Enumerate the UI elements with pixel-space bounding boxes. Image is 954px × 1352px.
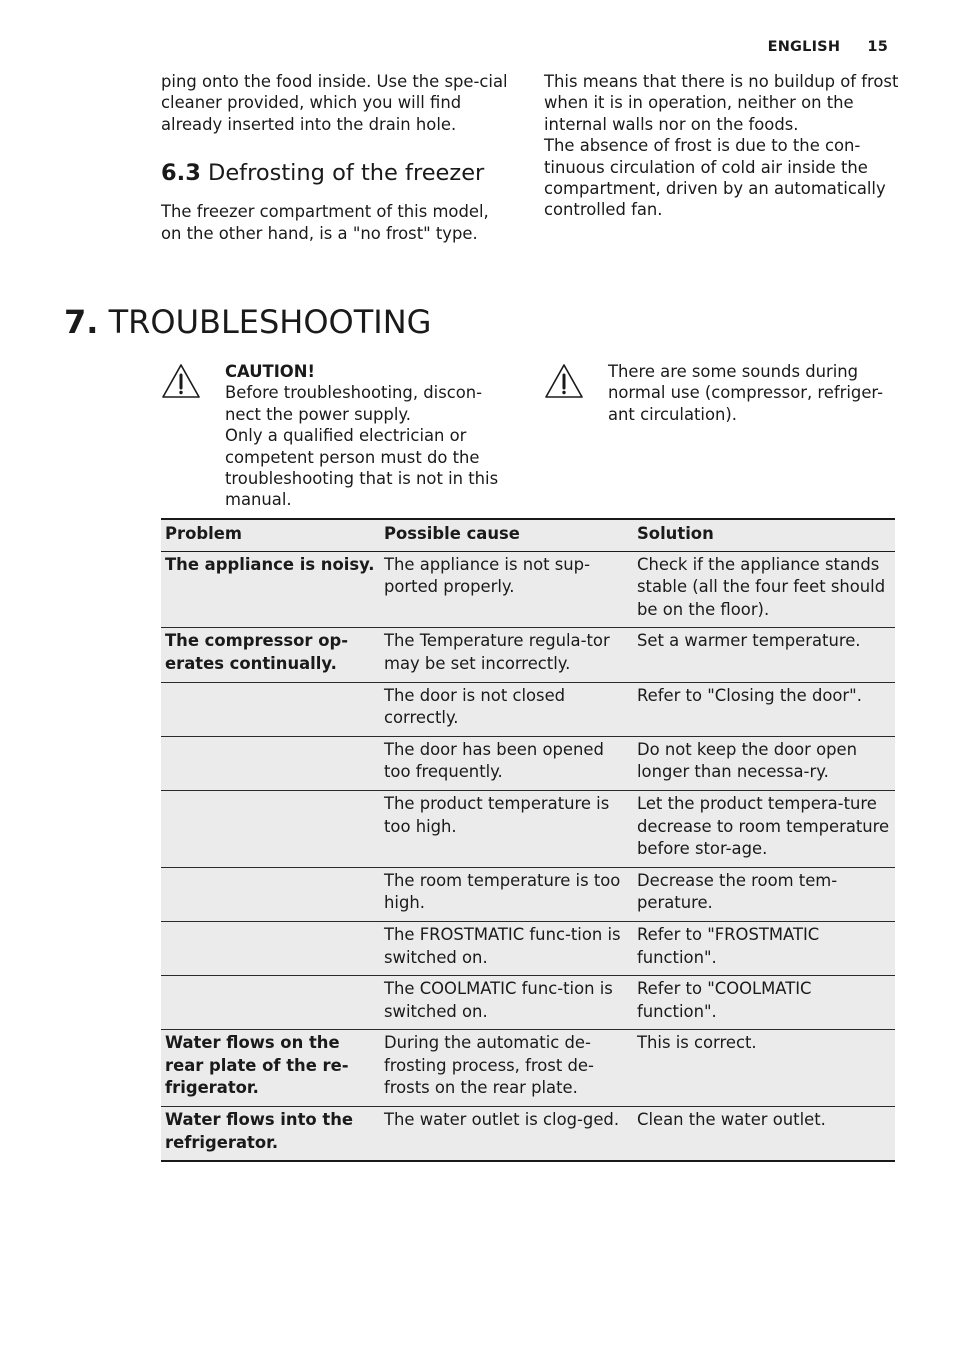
- warning-triangle-icon: [544, 363, 584, 399]
- table-row: [161, 868, 895, 922]
- caution-note: [161, 361, 521, 511]
- solution-cell: Refer to "COOLMATIC function".: [637, 979, 812, 1021]
- warning-triangle-icon: [161, 363, 201, 399]
- cause-cell: The water outlet is clog-ged.: [384, 1110, 620, 1130]
- cause-cell: The Temperature regula-tor may be set incorrectly.: [384, 631, 610, 673]
- cause-cell: The door has been opened too frequently.: [384, 739, 604, 782]
- problem-cell: The compressor op-erates continually.: [165, 631, 349, 673]
- cause-cell: The door is not closed correctly.: [384, 685, 566, 728]
- problem-cell: The appliance is noisy.: [165, 554, 375, 574]
- problem-cell: [161, 791, 380, 867]
- section-heading: [64, 302, 431, 342]
- cause-cell: The product temperature is too high.: [384, 793, 610, 836]
- solution-cell: Set a warmer temperature.: [637, 631, 861, 651]
- solution-cell: Check if the appliance stands stable (all the four feet should be on the floor).: [637, 554, 886, 619]
- cause-cell: The appliance is not sup-ported properly.: [384, 554, 590, 597]
- solution-cell: Let the product tempera-ture decrease to room temperature before stor-age.: [637, 793, 890, 859]
- table-row: [161, 976, 895, 1030]
- table-header-row: [161, 520, 895, 552]
- right-paragraph-1: This means that there is no buildup of frost when it is in operation, neither on the internal walls nor on the foods.: [544, 72, 899, 134]
- left-column: [161, 71, 513, 244]
- subsection-number: 6.3: [161, 160, 201, 187]
- table-row: [161, 737, 895, 791]
- table-row: [161, 1107, 895, 1160]
- page-number: 15: [867, 39, 888, 55]
- cause-cell: The room temperature is too high.: [384, 870, 621, 913]
- problem-cell: [161, 976, 380, 1029]
- cause-cell: The FROSTMATIC func-tion is switched on.: [384, 924, 621, 967]
- problem-cell: [161, 683, 380, 736]
- solution-cell: Do not keep the door open longer than necessa-ry.: [637, 739, 858, 782]
- problem-cell: [161, 737, 380, 790]
- page-header: [768, 39, 888, 55]
- header-solution: Solution: [637, 524, 714, 543]
- table-row: [161, 628, 895, 682]
- solution-cell: This is correct.: [637, 1033, 757, 1053]
- continued-paragraph: ping onto the food inside. Use the spe-cial cleaner provided, which you will find already inserted into the drain hole.: [161, 72, 508, 134]
- table-row: [161, 683, 895, 737]
- table-row: [161, 552, 895, 629]
- table-row: [161, 922, 895, 976]
- solution-cell: Decrease the room tem-perature.: [637, 870, 838, 913]
- subsection-paragraph: The freezer compartment of this model, on the other hand, is a "no frost" type.: [161, 202, 489, 243]
- problem-cell: [161, 868, 380, 921]
- table-row: [161, 1030, 895, 1107]
- solution-cell: Refer to "FROSTMATIC function".: [637, 924, 820, 967]
- caution-label: CAUTION!: [225, 362, 315, 381]
- problem-cell: Water flows on the rear plate of the re-frigerator.: [165, 1033, 349, 1098]
- section-number: 7.: [64, 303, 99, 341]
- header-language: ENGLISH: [767, 39, 841, 55]
- cause-cell: The COOLMATIC func-tion is switched on.: [384, 979, 613, 1021]
- right-column: [544, 71, 904, 221]
- problem-cell: [161, 922, 380, 975]
- troubleshooting-table: [161, 518, 895, 1162]
- subsection-heading: [161, 159, 513, 187]
- section-title: TROUBLESHOOTING: [108, 303, 432, 341]
- table-row: [161, 791, 895, 868]
- problem-cell: Water flows into the refrigerator.: [165, 1110, 354, 1152]
- sounds-text: There are some sounds during normal use (compressor, refriger-ant circulation).: [608, 362, 884, 424]
- header-problem: Problem: [165, 524, 242, 543]
- solution-cell: Clean the water outlet.: [637, 1110, 826, 1130]
- sounds-note: [544, 361, 904, 431]
- solution-cell: Refer to "Closing the door".: [637, 685, 862, 705]
- caution-line-2: Only a qualified electrician or competent person must do the troubleshooting that is not in this manual.: [225, 426, 499, 510]
- right-paragraph-2: The absence of frost is due to the con-tinuous circulation of cold air inside the compartment, driven by an automatically controlled fan.: [544, 136, 886, 220]
- caution-text: [225, 361, 515, 511]
- header-cause: Possible cause: [384, 524, 520, 543]
- caution-line-1: Before troubleshooting, discon-nect the power supply.: [225, 383, 483, 424]
- subsection-title: Defrosting of the freezer: [208, 160, 485, 187]
- cause-cell: During the automatic de-frosting process, frost de-frosts on the rear plate.: [384, 1033, 594, 1098]
